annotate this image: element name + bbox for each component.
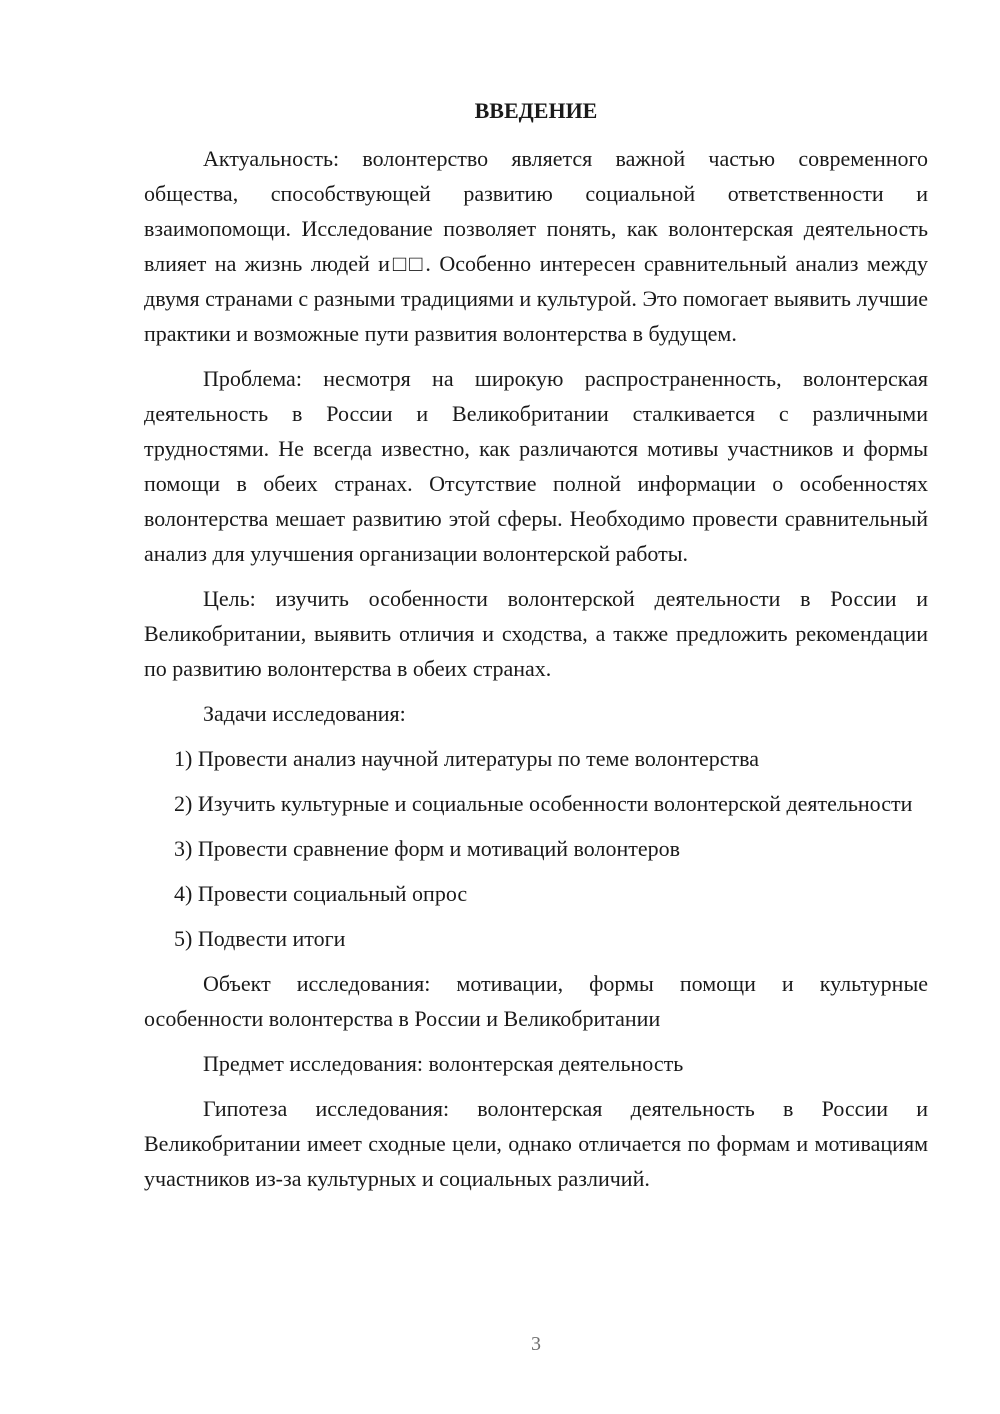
task-item-5: 5) Подвести итоги xyxy=(174,926,346,951)
page-number: 3 xyxy=(531,1333,541,1355)
document-page xyxy=(144,0,928,1414)
task-item-3: 3) Провести сравнение форм и мотиваций волонтеров xyxy=(174,836,680,861)
paragraph-problem: Проблема: несмотря на широкую распространенность, волонтерская деятельность в России и Великобритании сталкивается с различными трудностями. Не всегда известно, как различаются мотивы участников и формы помощи в обеих странах. Отсутствие полной информации о особенностях волонтерства мешает развитию этой сферы. Необходимо провести сравнительный анализ для улучшения организации волонтерской работы. xyxy=(144,366,928,566)
paragraph-tasks-heading: Задачи исследования: xyxy=(203,701,406,726)
paragraph-goal: Цель: изучить особенности волонтерской деятельности в России и Великобритании, выявить отличия и сходства, а также предложить рекомендации по развитию волонтерства в обеих странах. xyxy=(144,586,928,681)
document-body xyxy=(144,141,928,1206)
paragraph-hypothesis: Гипотеза исследования: волонтерская деятельность в России и Великобритании имеет сходные цели, однако отличается по формам и мотивациям участников из-за культурных и социальных различий. xyxy=(144,1096,928,1191)
paragraph-relevance: Актуальность: волонтерство является важной частью современного общества, способствующей развитию социальной ответственности и взаимопомощи. Исследование позволяет понять, как волонтерская деятельность влияет на жизнь людей и□□. Особенно интересен сравнительный анализ между двумя странами с разными традициями и культурой. Это помогает выявить лучшие практики и возможные пути развития волонтерства в будущем. xyxy=(144,146,928,346)
task-item-2: 2) Изучить культурные и социальные особенности волонтерской деятельности xyxy=(174,791,913,816)
paragraph-object: Объект исследования: мотивации, формы помощи и культурные особенности волонтерства в России и Великобритании xyxy=(144,971,928,1031)
task-item-4: 4) Провести социальный опрос xyxy=(174,881,468,906)
section-title: ВВЕДЕНИЕ xyxy=(474,98,598,123)
paragraph-subject: Предмет исследования: волонтерская деятельность xyxy=(203,1051,684,1076)
task-item-1: 1) Провести анализ научной литературы по теме волонтерства xyxy=(174,746,759,771)
